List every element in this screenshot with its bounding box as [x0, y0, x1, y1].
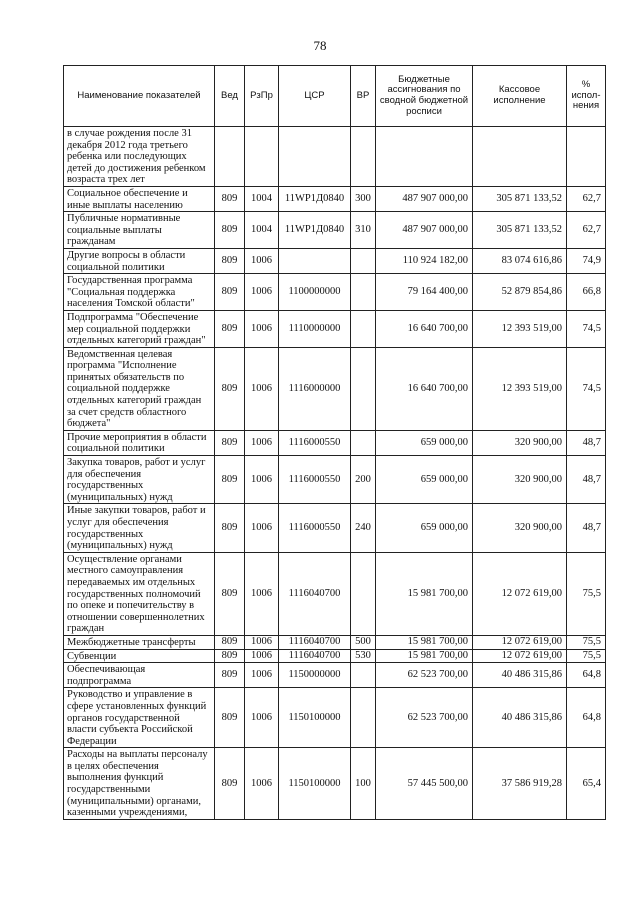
cell-rzpr: 1006 [245, 310, 279, 347]
cell-ved: 809 [215, 663, 245, 688]
cell-rzpr [245, 127, 279, 187]
cell-csr: 1100000000 [279, 274, 351, 311]
cell-name: Закупка товаров, работ и услуг для обеспечения государственных (муниципальных) нужд [64, 456, 215, 504]
cell-budget: 79 164 400,00 [376, 274, 473, 311]
cell-name: в случае рождения после 31 декабря 2012 года третьего ребенка или последующих детей до достижения ребенком возраста трех лет [64, 127, 215, 187]
cell-pct: 64,8 [567, 688, 606, 748]
header-name: Наименование показателей [64, 66, 215, 127]
table-header-row [64, 66, 606, 127]
cell-budget: 16 640 700,00 [376, 310, 473, 347]
cell-csr: 1116000550 [279, 456, 351, 504]
budget-table [63, 65, 606, 820]
cell-cash: 12 393 519,00 [473, 310, 567, 347]
cell-cash: 12 072 619,00 [473, 649, 567, 663]
table-row [64, 248, 606, 273]
table-row [64, 456, 606, 504]
cell-budget: 659 000,00 [376, 456, 473, 504]
cell-pct: 62,7 [567, 212, 606, 249]
cell-budget: 487 907 000,00 [376, 186, 473, 211]
cell-rzpr: 1004 [245, 212, 279, 249]
cell-cash: 12 072 619,00 [473, 635, 567, 649]
cell-name: Осуществление органами местного самоуправления передаваемых им отдельных государственных полномочий по опеке и попечительству в отношении совершеннолетних граждан [64, 552, 215, 635]
cell-budget: 110 924 182,00 [376, 248, 473, 273]
cell-vr: 310 [351, 212, 376, 249]
table-row [64, 504, 606, 552]
cell-vr: 500 [351, 635, 376, 649]
table-row [64, 635, 606, 649]
cell-budget [376, 127, 473, 187]
table-row [64, 649, 606, 663]
cell-cash: 320 900,00 [473, 430, 567, 455]
cell-vr [351, 127, 376, 187]
cell-rzpr: 1004 [245, 186, 279, 211]
header-pct: % испол-нения [567, 66, 606, 127]
cell-name: Руководство и управление в сфере установленных функций органов государственной власти субъекта Российской Федерации [64, 688, 215, 748]
cell-name: Прочие мероприятия в области социальной политики [64, 430, 215, 455]
header-rzpr: РзПр [245, 66, 279, 127]
cell-rzpr: 1006 [245, 274, 279, 311]
cell-name: Субвенции [64, 649, 215, 663]
cell-pct: 66,8 [567, 274, 606, 311]
cell-vr: 530 [351, 649, 376, 663]
cell-rzpr: 1006 [245, 347, 279, 430]
cell-name: Публичные нормативные социальные выплаты гражданам [64, 212, 215, 249]
table-row [64, 127, 606, 187]
cell-cash: 40 486 315,86 [473, 688, 567, 748]
cell-pct: 74,5 [567, 347, 606, 430]
table-row [64, 274, 606, 311]
cell-name: Государственная программа "Социальная поддержка населения Томской области" [64, 274, 215, 311]
cell-name: Ведомственная целевая программа "Исполнение принятых обязательств по социальной поддержке отдельных категорий граждан за счет средств областного бюджета" [64, 347, 215, 430]
header-vr: ВР [351, 66, 376, 127]
cell-ved: 809 [215, 212, 245, 249]
cell-name: Другие вопросы в области социальной политики [64, 248, 215, 273]
cell-rzpr: 1006 [245, 688, 279, 748]
cell-budget: 659 000,00 [376, 430, 473, 455]
cell-vr [351, 310, 376, 347]
cell-budget: 57 445 500,00 [376, 748, 473, 820]
table-row [64, 748, 606, 820]
cell-ved: 809 [215, 649, 245, 663]
cell-csr: 1116000000 [279, 347, 351, 430]
cell-budget: 659 000,00 [376, 504, 473, 552]
cell-vr [351, 248, 376, 273]
cell-csr: 1110000000 [279, 310, 351, 347]
cell-vr: 300 [351, 186, 376, 211]
cell-cash: 12 072 619,00 [473, 552, 567, 635]
cell-ved: 809 [215, 504, 245, 552]
table-row [64, 347, 606, 430]
cell-cash: 12 393 519,00 [473, 347, 567, 430]
cell-ved: 809 [215, 552, 245, 635]
cell-ved: 809 [215, 688, 245, 748]
cell-csr: 11WP1Д0840 [279, 212, 351, 249]
cell-vr [351, 347, 376, 430]
cell-vr: 200 [351, 456, 376, 504]
cell-pct: 75,5 [567, 649, 606, 663]
cell-ved: 809 [215, 456, 245, 504]
cell-csr: 1116040700 [279, 649, 351, 663]
table-row [64, 186, 606, 211]
cell-pct: 62,7 [567, 186, 606, 211]
cell-pct: 48,7 [567, 456, 606, 504]
cell-pct: 74,9 [567, 248, 606, 273]
cell-budget: 15 981 700,00 [376, 552, 473, 635]
header-cash: Кассовое исполнение [473, 66, 567, 127]
cell-cash: 83 074 616,86 [473, 248, 567, 273]
cell-cash: 320 900,00 [473, 456, 567, 504]
cell-cash: 320 900,00 [473, 504, 567, 552]
table-body [64, 127, 606, 820]
cell-pct: 65,4 [567, 748, 606, 820]
cell-rzpr: 1006 [245, 248, 279, 273]
cell-cash [473, 127, 567, 187]
cell-name: Социальное обеспечение и иные выплаты населению [64, 186, 215, 211]
cell-vr [351, 274, 376, 311]
cell-ved: 809 [215, 186, 245, 211]
cell-rzpr: 1006 [245, 430, 279, 455]
table-row [64, 430, 606, 455]
cell-pct [567, 127, 606, 187]
cell-rzpr: 1006 [245, 649, 279, 663]
cell-budget: 62 523 700,00 [376, 688, 473, 748]
cell-ved: 809 [215, 748, 245, 820]
cell-pct: 75,5 [567, 552, 606, 635]
cell-budget: 62 523 700,00 [376, 663, 473, 688]
cell-rzpr: 1006 [245, 663, 279, 688]
cell-budget: 16 640 700,00 [376, 347, 473, 430]
cell-vr: 100 [351, 748, 376, 820]
cell-vr [351, 663, 376, 688]
cell-ved: 809 [215, 310, 245, 347]
cell-pct: 64,8 [567, 663, 606, 688]
header-budget: Бюджетные ассигнования по сводной бюджетной росписи [376, 66, 473, 127]
cell-pct: 48,7 [567, 430, 606, 455]
cell-ved: 809 [215, 347, 245, 430]
cell-ved: 809 [215, 430, 245, 455]
table-row [64, 663, 606, 688]
cell-vr [351, 552, 376, 635]
cell-csr: 1116040700 [279, 552, 351, 635]
cell-vr: 240 [351, 504, 376, 552]
cell-budget: 487 907 000,00 [376, 212, 473, 249]
cell-csr: 1116040700 [279, 635, 351, 649]
cell-name: Иные закупки товаров, работ и услуг для обеспечения государственных (муниципальных) нужд [64, 504, 215, 552]
cell-ved: 809 [215, 274, 245, 311]
cell-rzpr: 1006 [245, 635, 279, 649]
cell-ved [215, 127, 245, 187]
cell-csr [279, 248, 351, 273]
table-row [64, 688, 606, 748]
cell-rzpr: 1006 [245, 504, 279, 552]
cell-csr [279, 127, 351, 187]
cell-rzpr: 1006 [245, 552, 279, 635]
cell-pct: 48,7 [567, 504, 606, 552]
table-row [64, 212, 606, 249]
cell-cash: 52 879 854,86 [473, 274, 567, 311]
cell-cash: 305 871 133,52 [473, 186, 567, 211]
cell-pct: 74,5 [567, 310, 606, 347]
cell-name: Подпрограмма "Обеспечение мер социальной поддержки отдельных категорий граждан" [64, 310, 215, 347]
header-ved: Вед [215, 66, 245, 127]
cell-ved: 809 [215, 248, 245, 273]
cell-name: Межбюджетные трансферты [64, 635, 215, 649]
cell-csr: 1150100000 [279, 748, 351, 820]
cell-cash: 37 586 919,28 [473, 748, 567, 820]
cell-name: Расходы на выплаты персоналу в целях обеспечения выполнения функций государственными (муниципальными) органами, казенными учреждениями, [64, 748, 215, 820]
cell-csr: 11WP1Д0840 [279, 186, 351, 211]
cell-budget: 15 981 700,00 [376, 649, 473, 663]
cell-vr [351, 688, 376, 748]
page-number: 78 [313, 38, 327, 53]
cell-name: Обеспечивающая подпрограмма [64, 663, 215, 688]
cell-csr: 1150000000 [279, 663, 351, 688]
cell-csr: 1116000550 [279, 430, 351, 455]
cell-cash: 305 871 133,52 [473, 212, 567, 249]
table-row [64, 552, 606, 635]
table-row [64, 310, 606, 347]
cell-csr: 1116000550 [279, 504, 351, 552]
cell-ved: 809 [215, 635, 245, 649]
header-csr: ЦСР [279, 66, 351, 127]
cell-csr: 1150100000 [279, 688, 351, 748]
cell-rzpr: 1006 [245, 748, 279, 820]
cell-cash: 40 486 315,86 [473, 663, 567, 688]
cell-budget: 15 981 700,00 [376, 635, 473, 649]
cell-rzpr: 1006 [245, 456, 279, 504]
cell-vr [351, 430, 376, 455]
cell-pct: 75,5 [567, 635, 606, 649]
